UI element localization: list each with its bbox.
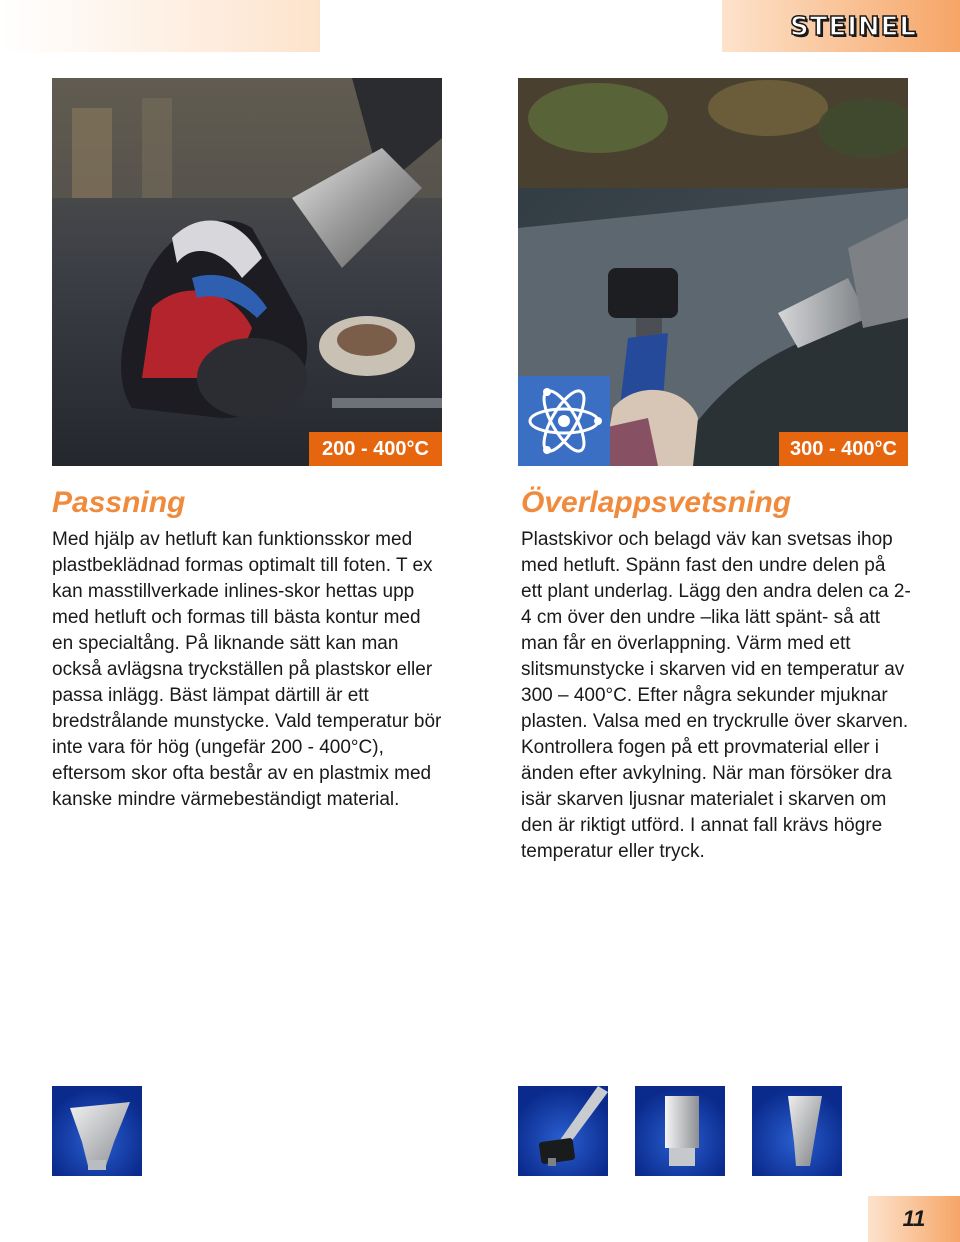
page-number: 11: [902, 1206, 926, 1231]
logo-text: STEINEL: [790, 12, 917, 42]
boot-heat-gun-photo: [52, 78, 442, 466]
section-title-overlappsvetsning: Överlappsvetsning: [521, 486, 792, 519]
flat-nozzle-icon: [635, 1086, 725, 1176]
slot-nozzle-icon: [752, 1086, 842, 1176]
temperature-badge-left: 200 - 400°C: [309, 432, 442, 466]
pressure-roller-icon: [518, 1086, 608, 1176]
steinel-logo: [790, 12, 917, 42]
body-text-overlappsvetsning: Plastskivor och belagd väv kan svetsas ihop med hetluft. Spänn fast den undre delen på ett plant underlag. Lägg den andra delen ca 2-4 cm över den undre –lika lätt spänt- så att man får en överlappning. Värm med ett slitsmunstycke i skarven vid en temperatur av 300 – 400°C. Efter några sekunder mjuknar plasten. Valsa med en tryckrulle över skarven. Kontrollera fogen på ett provmaterial eller i änden efter avkylning. När man försöker dra isär skarven ljusnar materialet i skarven om den är riktigt utförd. I annat fall krävs högre temperatur eller tryck.: [521, 529, 911, 862]
wide-slot-nozzle-icon: [52, 1086, 142, 1176]
temperature-badge-right: 300 - 400°C: [779, 432, 908, 466]
section-title-passning: Passning: [52, 486, 186, 519]
body-text-passning: Med hjälp av hetluft kan funktionsskor med plastbeklädnad formas optimalt till foten. T ex kan masstillverkade inlines-skor hettas upp med hetluft och formas till bästa kontur med en specialtång. På liknande sätt kan man också avlägsna tryckställen på plastskor eller passa inlägg. Bäst lämpat därtill är ett bredstrålande munstycke. Vald temperatur bör inte vara för hög (ungefär 200 - 400°C), eftersom skor ofta består av en plastmix med kanske mindre värmebeständigt material.: [52, 529, 442, 810]
header-band-left: [0, 0, 320, 52]
page-number-box: [868, 1196, 960, 1242]
atom-icon: [518, 376, 610, 466]
